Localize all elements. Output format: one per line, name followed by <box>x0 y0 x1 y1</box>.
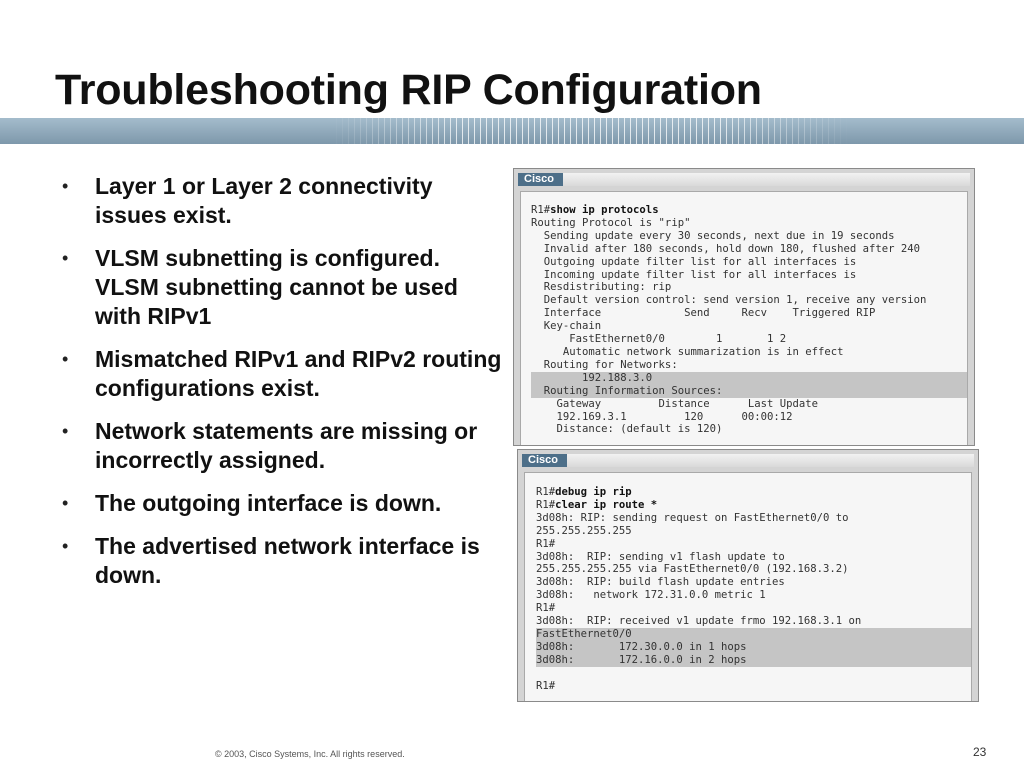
debug-ip-rip-window <box>517 449 979 702</box>
slide-title: Troubleshooting RIP Configuration <box>55 66 762 114</box>
cli-output-text: Sending update every 30 seconds, next due in 19 seconds <box>531 229 895 242</box>
terminal-line <box>531 243 967 256</box>
cli-output-text: 3d08h: RIP: sending request on FastEthernet0/0 to <box>536 511 849 524</box>
cli-output-text: 3d08h: network 172.31.0.0 metric 1 <box>536 589 766 602</box>
terminal-line <box>536 499 971 512</box>
cli-output-text: Resdistributing: rip <box>531 281 672 294</box>
terminal-line <box>531 204 967 217</box>
terminal-line <box>536 551 971 564</box>
terminal-line <box>531 307 967 320</box>
terminal-line <box>536 576 971 589</box>
terminal-line <box>536 563 971 576</box>
cli-output-text: 192.188.3.0 <box>531 371 653 384</box>
window-tab: Cisco <box>518 173 563 186</box>
cli-output-text: Distance: (default is 120) <box>531 423 723 436</box>
cli-output-text: 3d08h: 172.30.0.0 in 1 hops <box>536 640 747 653</box>
bullet-dot-icon: • <box>62 349 69 369</box>
terminal-line <box>536 667 971 680</box>
bullet-dot-icon: • <box>62 536 69 556</box>
window-header <box>522 454 974 467</box>
cli-output-text: FastEthernet0/0 1 1 2 <box>531 333 787 346</box>
cli-output-text: R1# <box>536 602 556 615</box>
cli-output-text: 3d08h: 172.16.0.0 in 2 hops <box>536 653 747 666</box>
cli-output-text: Key-chain <box>531 320 602 333</box>
cli-output-text: Automatic network summarization is in effect <box>531 345 844 358</box>
cli-command: show ip protocols <box>550 204 659 216</box>
terminal-line <box>536 615 971 628</box>
terminal-line <box>531 346 967 359</box>
terminal-line <box>536 512 971 525</box>
terminal-line <box>536 654 971 667</box>
bullet-item <box>62 532 502 590</box>
terminal-line <box>531 256 967 269</box>
cli-output-text: Incoming update filter list for all interfaces is <box>531 268 857 281</box>
title-bar <box>0 118 1024 144</box>
terminal-output <box>520 191 968 445</box>
terminal-line <box>536 486 971 499</box>
bullet-item <box>62 172 502 230</box>
footer-copyright: © 2003, Cisco Systems, Inc. All rights reserved. <box>215 749 405 759</box>
terminal-line <box>531 372 967 385</box>
terminal-line <box>531 423 967 436</box>
show-ip-protocols-window <box>513 168 975 446</box>
bullet-item <box>62 489 502 518</box>
bullet-dot-icon: • <box>62 421 69 441</box>
title-bar-stripes <box>330 118 850 144</box>
window-tab: Cisco <box>522 454 567 467</box>
terminal-line <box>536 538 971 551</box>
bullet-text: The outgoing interface is down. <box>95 490 442 516</box>
terminal-output <box>524 472 972 701</box>
bullet-dot-icon: • <box>62 248 69 268</box>
cli-output-text: R1# <box>536 537 556 550</box>
bullet-list <box>62 172 502 604</box>
terminal-line <box>536 680 971 693</box>
terminal-line <box>531 398 967 411</box>
cli-output-text: 255.255.255.255 via FastEthernet0/0 (192.168.3.2) <box>536 563 849 576</box>
bullet-text: The advertised network interface is down. <box>95 533 480 588</box>
cli-prompt: R1# <box>536 486 556 498</box>
bullet-dot-icon: • <box>62 493 69 513</box>
cli-prompt: R1# <box>536 498 556 511</box>
terminal-line <box>531 281 967 294</box>
cli-command: debug ip rip <box>555 486 632 498</box>
terminal-line <box>531 333 967 346</box>
terminal-line <box>531 411 967 424</box>
bullet-text: Mismatched RIPv1 and RIPv2 routing configurations exist. <box>95 346 502 401</box>
terminal-line <box>531 359 967 372</box>
terminal-line <box>531 320 967 333</box>
cli-prompt: R1# <box>531 204 551 216</box>
bullet-text: Layer 1 or Layer 2 connectivity issues exist. <box>95 173 433 228</box>
bullet-text: Network statements are missing or incorrectly assigned. <box>95 418 478 473</box>
terminal-line <box>536 628 971 641</box>
cli-output-text: Routing Protocol is "rip" <box>531 216 691 229</box>
bullet-dot-icon: • <box>62 176 69 196</box>
terminal-line <box>531 385 967 398</box>
cli-output-text: FastEthernet0/0 <box>536 627 632 640</box>
cli-output-text: 3d08h: RIP: build flash update entries <box>536 576 785 589</box>
terminal-line <box>536 589 971 602</box>
terminal-line <box>531 217 967 230</box>
bullet-item <box>62 244 502 331</box>
terminal-lines <box>525 473 971 693</box>
bullet-item <box>62 417 502 475</box>
cli-output-text: Outgoing update filter list for all interfaces is <box>531 255 857 268</box>
terminal-line <box>531 269 967 282</box>
terminal-lines <box>521 192 967 436</box>
terminal-line <box>531 230 967 243</box>
terminal-line <box>536 641 971 654</box>
cli-command: clear ip route * <box>555 498 658 511</box>
cli-output-text: Routing Information Sources: <box>531 384 723 397</box>
terminal-line <box>531 294 967 307</box>
cli-output-text: R1# <box>536 679 556 692</box>
cli-output-text: 255.255.255.255 <box>536 524 632 537</box>
cli-output-text: Gateway Distance Last Update <box>531 397 819 410</box>
terminal-line <box>536 525 971 538</box>
cli-output-text: 192.169.3.1 120 00:00:12 <box>531 410 793 423</box>
cli-output-text: Routing for Networks: <box>531 358 678 371</box>
bullet-item <box>62 345 502 403</box>
page-number: 23 <box>973 745 987 759</box>
cli-output-text: Interface Send Recv Triggered RIP <box>531 307 876 320</box>
terminal-line <box>536 602 971 615</box>
window-header <box>518 173 970 186</box>
bullet-text: VLSM subnetting is configured. VLSM subnetting cannot be used with RIPv1 <box>95 245 458 329</box>
cli-output-text: 3d08h: RIP: received v1 update frmo 192.168.3.1 on <box>536 615 862 628</box>
cli-output-text: Default version control: send version 1, receive any version <box>531 294 927 307</box>
cli-output-text: Invalid after 180 seconds, hold down 180, flushed after 240 <box>531 242 921 255</box>
cli-output-text: 3d08h: RIP: sending v1 flash update to <box>536 550 785 563</box>
